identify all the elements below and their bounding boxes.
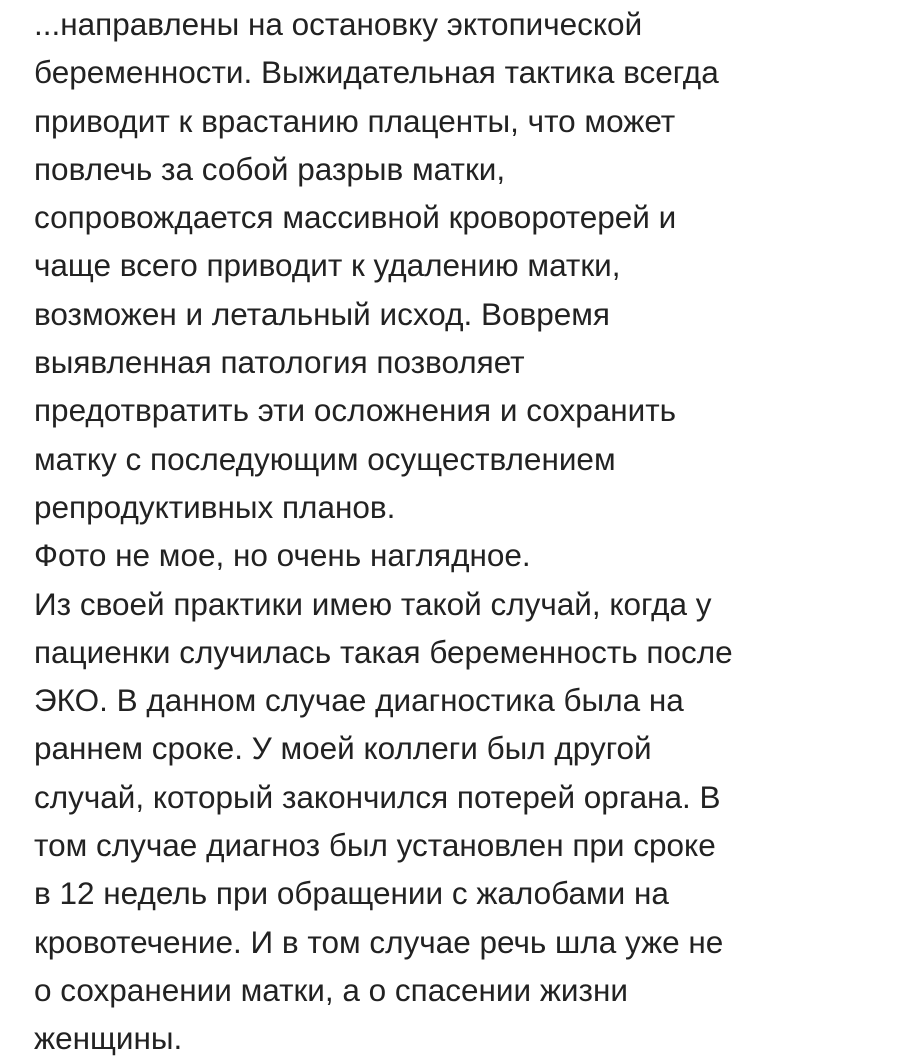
post-text-line: Фото не мое, но очень наглядное. [34,537,531,574]
post-text-line: повлечь за собой разрыв матки, [34,150,506,187]
post-text-line: о сохранении матки, а о спасении жизни [34,971,628,1008]
post-text-line: матку с последующим осуществлением [34,440,616,477]
post-text-line: беременности. Выжидательная тактика всегда [34,54,719,91]
post-text-line: в 12 недель при обращении с жалобами на [34,875,669,912]
post-text-line: сопровождается массивной кровоpотерей и [34,199,677,236]
post-text-line: раннем сроке. У моей коллеги был другой [34,730,652,767]
post-text-line: предотвратить эти осложнения и сохранить [34,392,677,429]
post-text-line: возможен и летальный исход. Вовремя [34,295,610,332]
post-text-line: кровотечение. И в том случае речь шла уже не [34,923,724,960]
post-text-line: случай, который закончился потерей органа. В [34,778,721,815]
post-text-line: том случае диагноз был установлен при сроке [34,827,716,864]
post-text-line: женщины. [34,1020,183,1057]
post-text [34,0,894,1063]
post-text-line: приводит к врастанию плаценты, что может [34,102,676,139]
post-text-line: пациенки случилась такая беременность после [34,633,733,670]
post-text-line: ...направлены на остановку эктопической [34,6,643,42]
post-text-line: Из своей практики имею такой случай, когда у [34,585,712,622]
post-text-line: чаще всего приводит к удалению матки, [34,247,621,284]
post-text-line: репродуктивных планов. [34,488,396,525]
post-text-line: ЭКО. В данном случае диагностика была на [34,682,684,719]
post-text-line: выявленная патология позволяет [34,344,525,381]
